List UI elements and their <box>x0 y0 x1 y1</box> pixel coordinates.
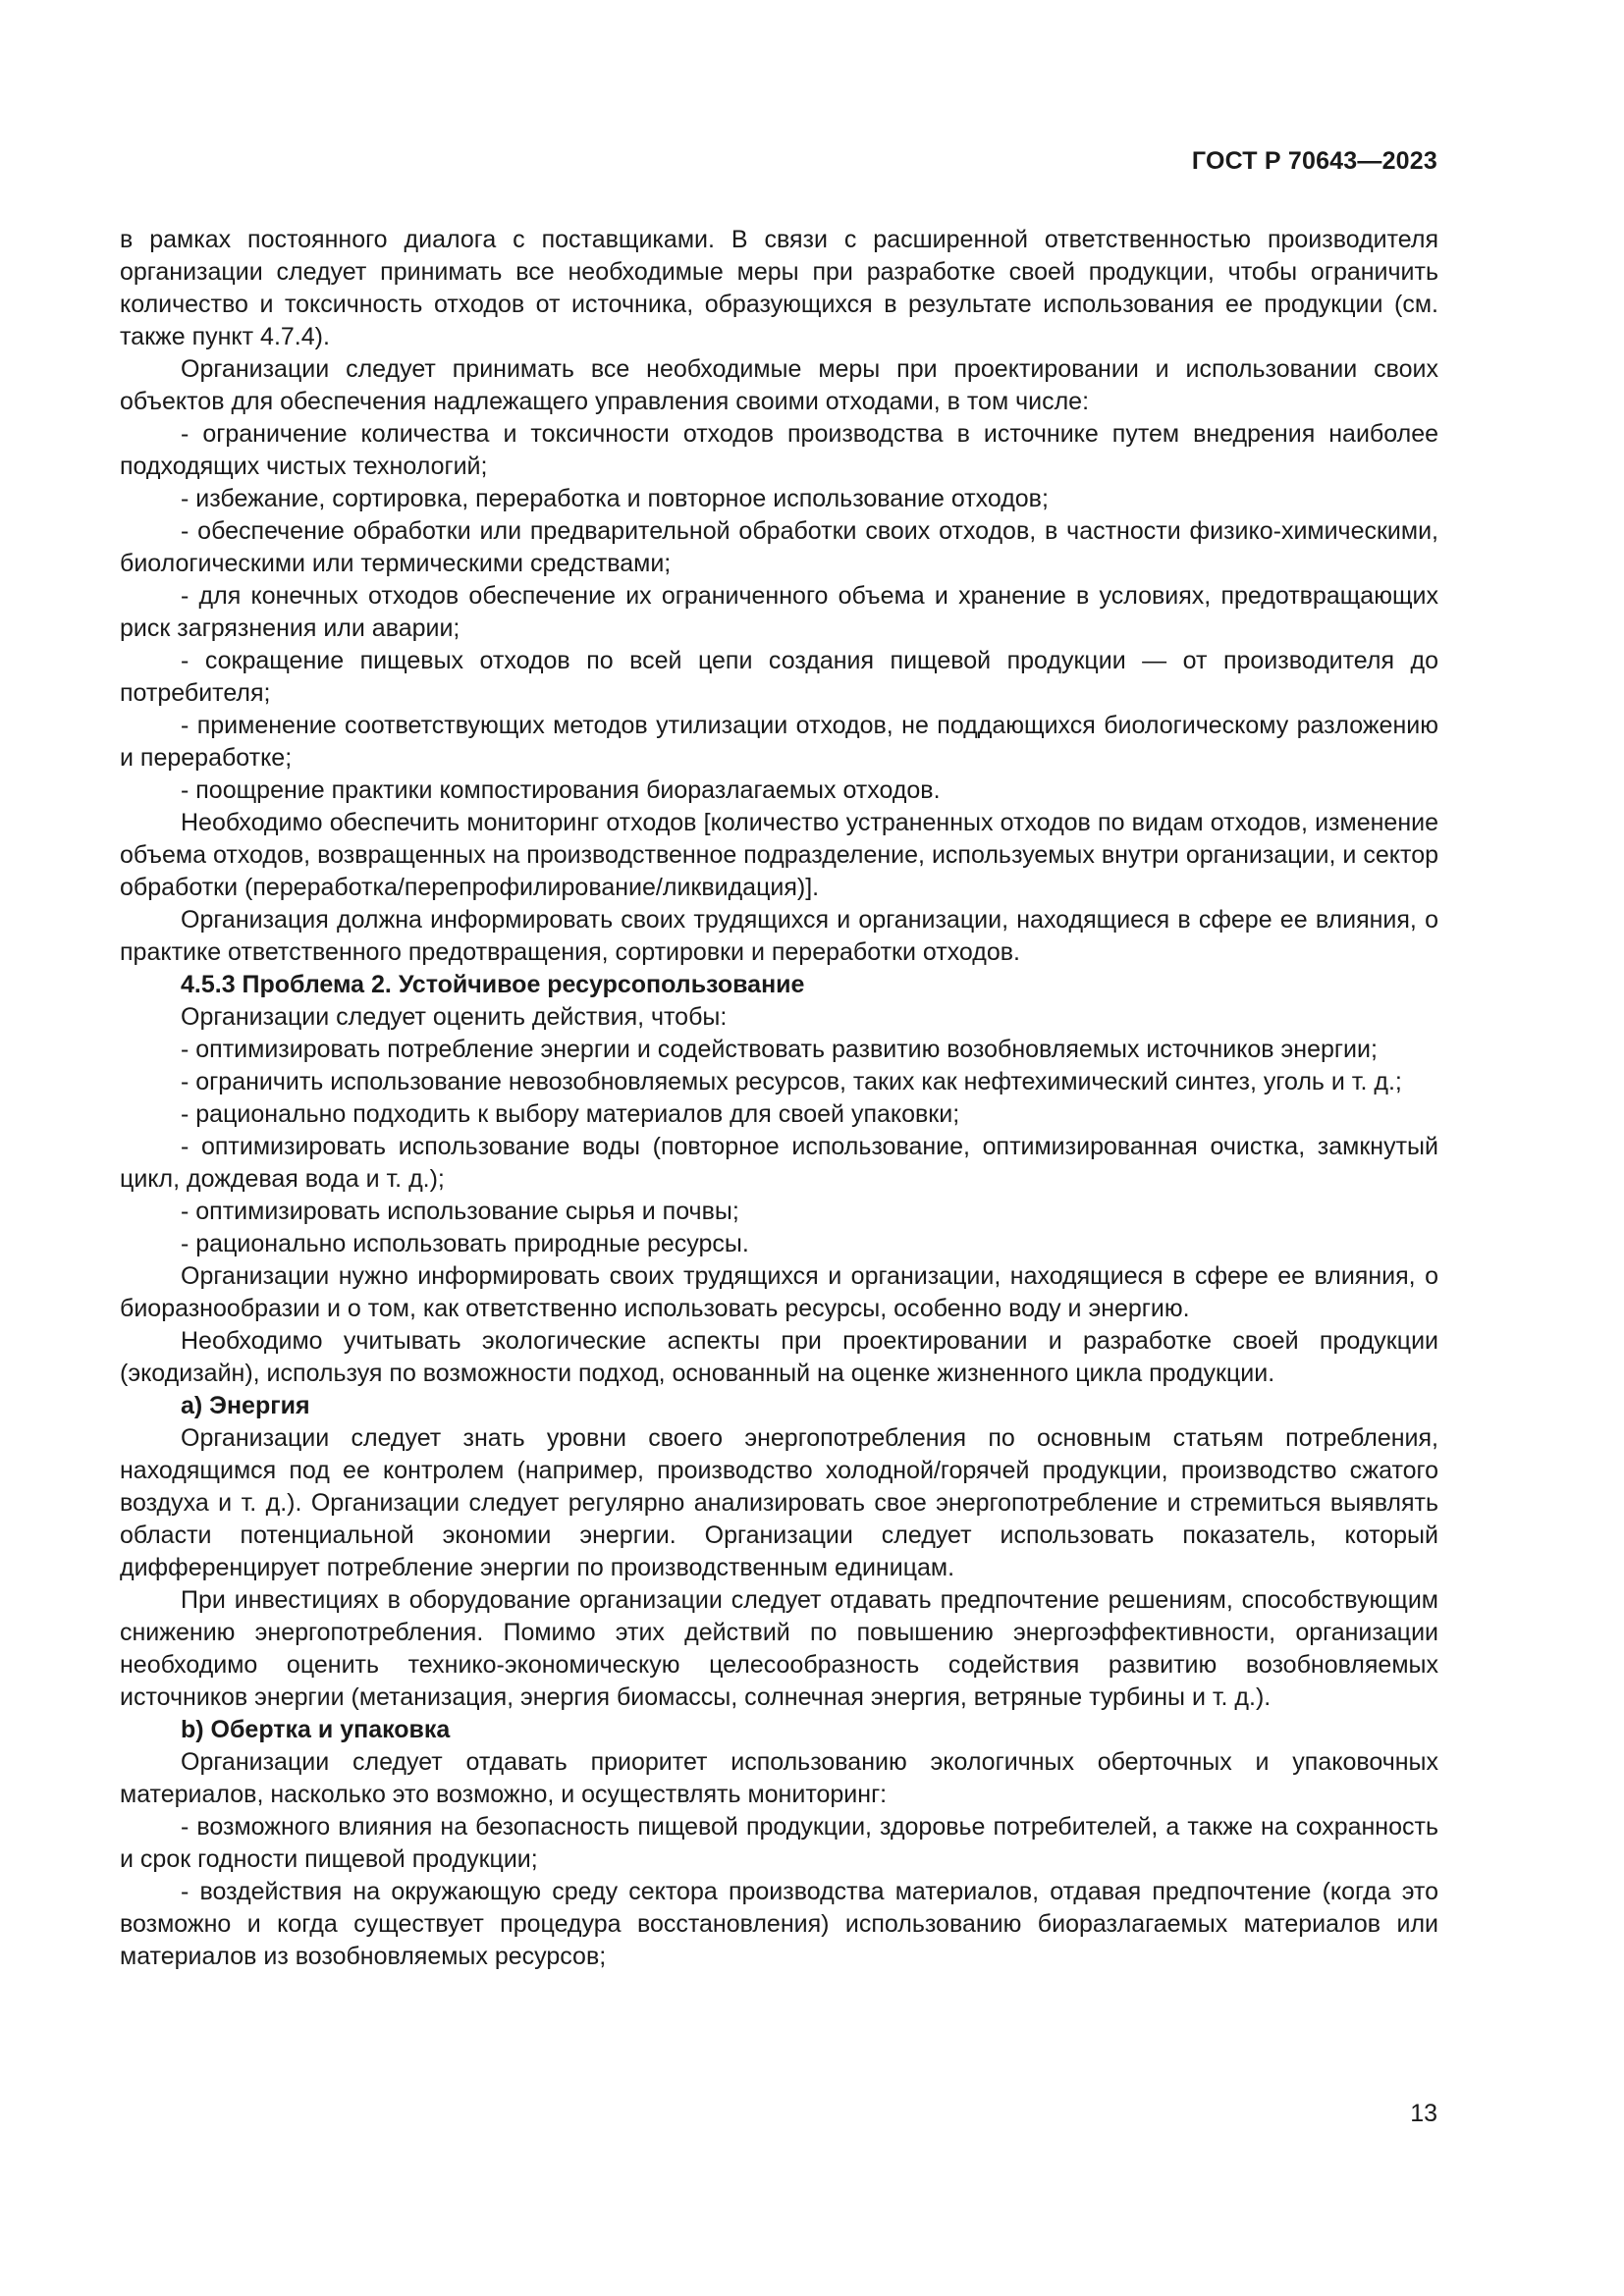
paragraph: - избежание, сортировка, переработка и повторное использование отходов; <box>181 485 1049 512</box>
paragraph: - ограничить использование невозобновляемых ресурсов, таких как нефтехимический синтез, уголь и т. д.; <box>181 1068 1402 1095</box>
paragraph: в рамках постоянного диалога с поставщиками. В связи с расширенной ответственностью производителя организации следует принимать все необходимые меры при разработке своей продукции, чтобы ограничить количество и токсичность отходов от источника, образующихся в результате использования ее продукции (см. также пункт 4.7.4). <box>120 226 1438 350</box>
paragraph: - оптимизировать потребление энергии и содействовать развитию возобновляемых источников энергии; <box>181 1036 1378 1063</box>
paragraph: Необходимо обеспечить мониторинг отходов [количество устраненных отходов по видам отходов, изменение объема отходов, возвращенных на производственное подразделение, используемых внутри организации, и сектор обработки (переработка/перепрофилирование/ликвидация)]. <box>120 809 1438 901</box>
paragraph: - ограничение количества и токсичности отходов производства в источнике путем внедрения наиболее подходящих чистых технологий; <box>120 420 1438 480</box>
paragraph: Организация должна информировать своих трудящихся и организации, находящиеся в сфере ее влияния, о практике ответственного предотвращения, сортировки и переработки отходов. <box>120 906 1438 966</box>
paragraph: - рационально подходить к выбору материалов для своей упаковки; <box>181 1100 960 1128</box>
paragraph: - оптимизировать использование сырья и почвы; <box>181 1198 739 1225</box>
paragraph: Организации следует отдавать приоритет использованию экологичных оберточных и упаковочных материалов, насколько это возможно, и осуществлять мониторинг: <box>120 1748 1438 1808</box>
document-standard-number: ГОСТ Р 70643—2023 <box>1191 147 1437 175</box>
paragraph: - рационально использовать природные ресурсы. <box>181 1230 749 1257</box>
paragraph: Организации нужно информировать своих трудящихся и организации, находящиеся в сфере ее влияния, о биоразнообразии и о том, как ответственно использовать ресурсы, особенно воду и энергию. <box>120 1262 1438 1322</box>
section-heading: b) Обертка и упаковка <box>181 1716 451 1743</box>
paragraph: - для конечных отходов обеспечение их ограниченного объема и хранение в условиях, предотвращающих риск загрязнения или аварии; <box>120 582 1438 642</box>
page-number: 13 <box>1410 2100 1437 2127</box>
paragraph: - обеспечение обработки или предварительной обработки своих отходов, в частности физико-химическими, биологическими или термическими средствами; <box>120 517 1438 577</box>
paragraph: - сокращение пищевых отходов по всей цепи создания пищевой продукции — от производителя до потребителя; <box>120 647 1438 707</box>
paragraph: При инвестициях в оборудование организации следует отдавать предпочтение решениям, способствующим снижению энергопотребления. Помимо этих действий по повышению энергоэффективности, организации необходимо оценить технико-экономическую целесообразность содействия развитию возобновляемых источников энергии (метанизация, энергия биомассы, солнечная энергия, ветряные турбины и т. д.). <box>120 1586 1438 1711</box>
paragraph: Организации следует оценить действия, чтобы: <box>181 1003 728 1031</box>
section-heading: 4.5.3 Проблема 2. Устойчивое ресурсопользование <box>181 971 805 998</box>
paragraph: Организации следует знать уровни своего энергопотребления по основным статьям потребления, находящимся под ее контролем (например, производство холодной/горячей продукции, производство сжатого воздуха и т. д.). Организации следует регулярно анализировать свое энергопотребление и стремиться выявлять области потенциальной экономии энергии. Организации следует использовать показатель, который дифференцирует потребление энергии по производственным единицам. <box>120 1424 1438 1581</box>
paragraph: - применение соответствующих методов утилизации отходов, не поддающихся биологическому разложению и переработке; <box>120 712 1438 772</box>
paragraph: - поощрение практики компостирования биоразлагаемых отходов. <box>181 776 941 804</box>
document-body <box>120 224 1438 1973</box>
section-heading: а) Энергия <box>181 1392 310 1419</box>
paragraph: - воздействия на окружающую среду сектора производства материалов, отдавая предпочтение (когда это возможно и когда существует процедура восстановления) использованию биоразлагаемых материалов или материалов из возобновляемых ресурсов; <box>120 1878 1438 1970</box>
paragraph: Организации следует принимать все необходимые меры при проектировании и использовании своих объектов для обеспечения надлежащего управления своими отходами, в том числе: <box>120 355 1438 415</box>
paragraph: - оптимизировать использование воды (повторное использование, оптимизированная очистка, замкнутый цикл, дождевая вода и т. д.); <box>120 1133 1438 1193</box>
paragraph: Необходимо учитывать экологические аспекты при проектировании и разработке своей продукции (экодизайн), используя по возможности подход, основанный на оценке жизненного цикла продукции. <box>120 1327 1438 1387</box>
paragraph: - возможного влияния на безопасность пищевой продукции, здоровье потребителей, а также на сохранность и срок годности пищевой продукции; <box>120 1813 1438 1873</box>
